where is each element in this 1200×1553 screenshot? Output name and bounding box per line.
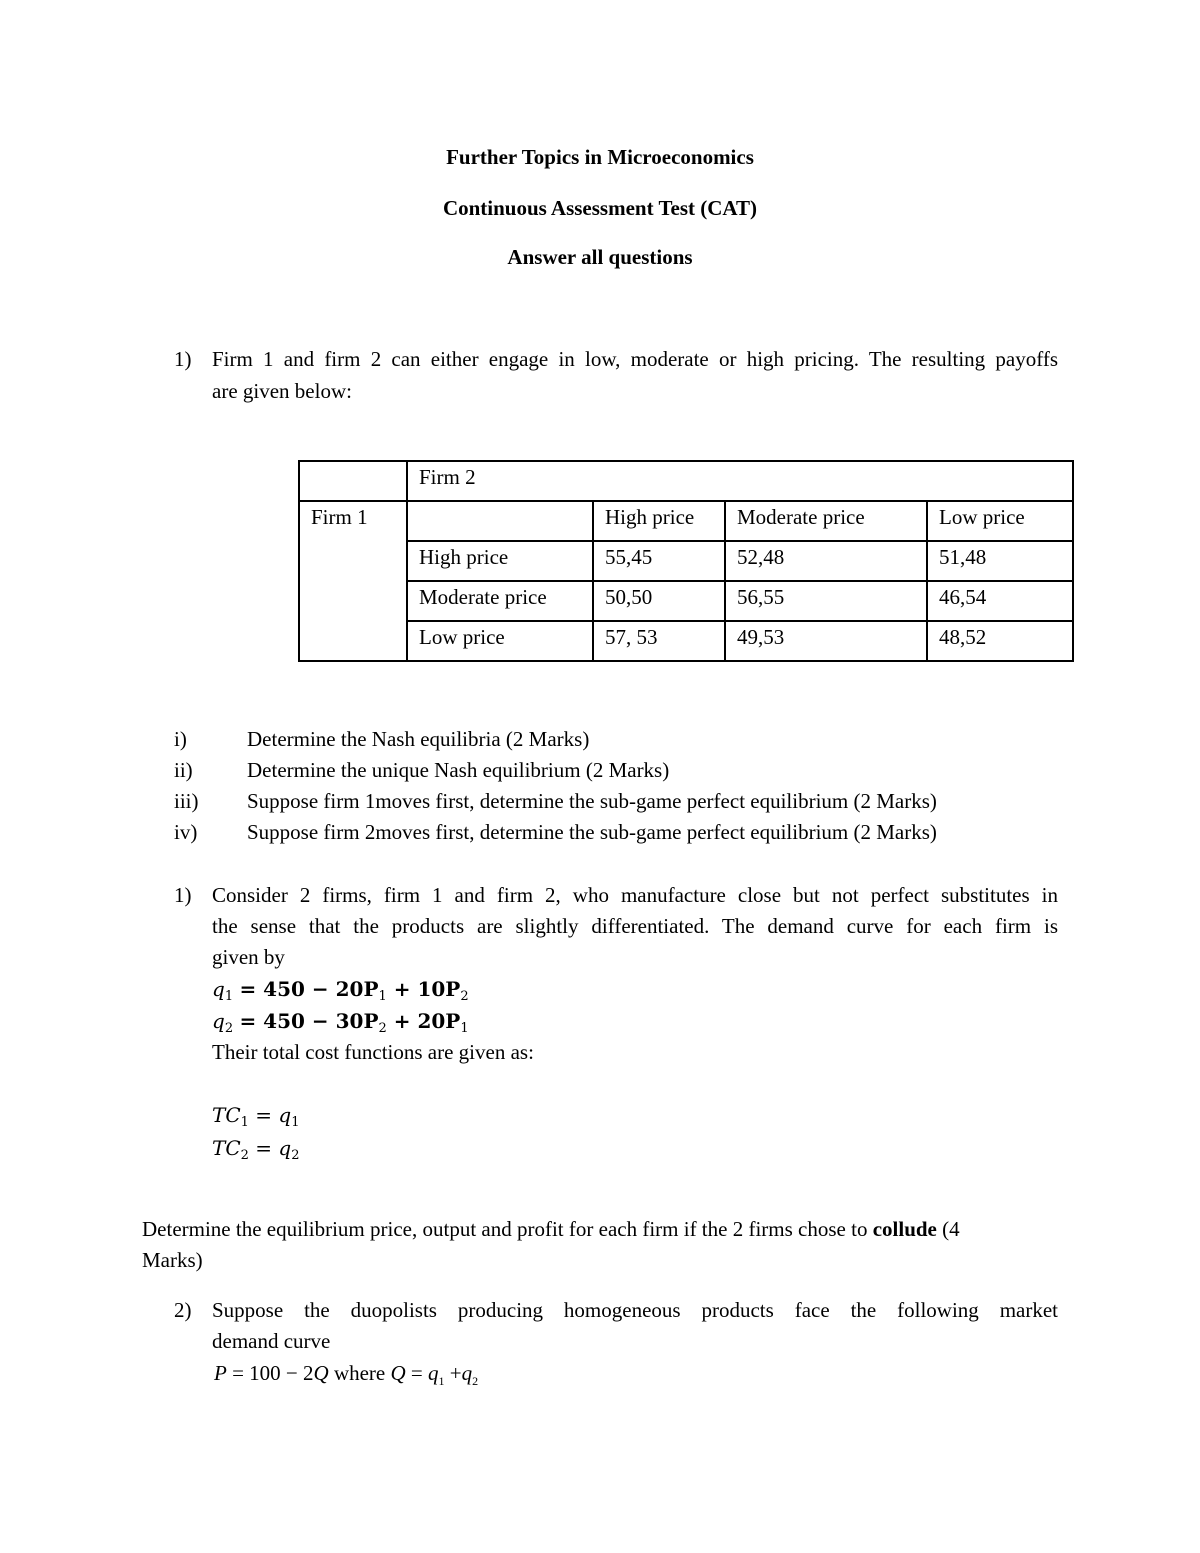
payoff-cell: 52,48 <box>725 541 927 581</box>
col-header-moderate: Moderate price <box>725 501 927 541</box>
payoff-cell: 55,45 <box>593 541 725 581</box>
eq-symbol: TC <box>212 1136 241 1160</box>
eq-subscript: 1 <box>378 989 387 1004</box>
eq-symbol: q <box>278 1103 292 1127</box>
market-demand-equation <box>214 1361 478 1389</box>
eq-subscript: 1 <box>291 1115 300 1130</box>
q2-line3: given by <box>212 945 285 969</box>
payoff-cell: 48,52 <box>927 621 1073 661</box>
eq-symbol: q <box>461 1361 473 1385</box>
eq-symbol: P <box>363 1009 379 1033</box>
payoff-cell: 57, 53 <box>593 621 725 661</box>
q1-text-line1: Firm 1 and firm 2 can either engage in low, moderate or high pricing. The resulting payoffs <box>212 347 1058 371</box>
eq-symbol: TC <box>212 1103 241 1127</box>
eq-term: = 100 − 2 <box>226 1361 314 1385</box>
eq-subscript: 1 <box>438 1374 445 1389</box>
q1-number: 1) <box>174 347 192 371</box>
eq-term: where <box>328 1361 391 1385</box>
subpart-num: iv) <box>174 820 198 844</box>
q3-line1: Suppose the duopolists producing homogeneous products face the following market <box>212 1298 1058 1322</box>
collude-task-part2: (4 <box>936 1217 960 1241</box>
payoff-table <box>298 460 1074 662</box>
instruction: Answer all questions <box>507 245 693 269</box>
total-cost-1 <box>212 1103 300 1130</box>
eq-subscript: 2 <box>460 989 469 1004</box>
eq-operator: = <box>248 1136 279 1160</box>
eq-symbol: q <box>278 1136 292 1160</box>
col-header-low: Low price <box>927 501 1073 541</box>
payoff-cell: 49,53 <box>725 621 927 661</box>
eq-symbol: P <box>214 1361 227 1385</box>
eq-term: = 450 − 30 <box>239 1009 364 1033</box>
eq-subscript: 2 <box>240 1148 249 1163</box>
eq-symbol: Q <box>313 1361 329 1385</box>
subpart-num: ii) <box>174 758 193 782</box>
eq-symbol: P <box>363 977 379 1001</box>
table-row <box>299 621 1073 661</box>
subpart-num: i) <box>174 727 187 751</box>
test-title: Continuous Assessment Test (CAT) <box>442 196 758 220</box>
q2-line2: the sense that the products are slightly differentiated. The demand curve for each firm is <box>212 914 1058 938</box>
collude-keyword: collude <box>872 1217 937 1241</box>
table-empty-header <box>407 501 593 541</box>
eq-subscript: 2 <box>472 1374 479 1389</box>
payoff-cell: 51,48 <box>927 541 1073 581</box>
course-title: Further Topics in Microeconomics <box>446 145 754 169</box>
eq-subscript: 1 <box>240 1115 249 1130</box>
col-header-high: High price <box>593 501 725 541</box>
q3-number: 2) <box>174 1298 192 1322</box>
payoff-cell: 56,55 <box>725 581 927 621</box>
total-cost-2 <box>212 1136 300 1163</box>
demand-equation-1 <box>212 977 469 1004</box>
q2-line1: Consider 2 firms, firm 1 and firm 2, who manufacture close but not perfect substitutes in <box>212 883 1058 907</box>
collude-task-part1: Determine the equilibrium price, output and profit for each firm if the 2 firms chose to <box>142 1217 873 1241</box>
table-row <box>299 541 1073 581</box>
eq-term: + 20 <box>386 1009 446 1033</box>
eq-symbol: q <box>212 977 225 1001</box>
payoff-cell: 46,54 <box>927 581 1073 621</box>
q2-number: 1) <box>174 883 192 907</box>
subpart-text: Determine the unique Nash equilibrium (2 Marks) <box>247 758 670 782</box>
eq-operator: = <box>248 1103 279 1127</box>
eq-subscript: 2 <box>378 1021 387 1036</box>
subpart-num: iii) <box>174 789 199 813</box>
eq-subscript: 1 <box>460 1021 469 1036</box>
eq-operator: = <box>405 1361 429 1385</box>
eq-symbol: Q <box>390 1361 406 1385</box>
eq-subscript: 2 <box>291 1148 300 1163</box>
eq-subscript: 1 <box>224 989 234 1004</box>
collude-task-line2: Marks) <box>142 1248 203 1272</box>
payoff-cell: 50,50 <box>593 581 725 621</box>
eq-subscript: 2 <box>224 1021 234 1036</box>
row-label: High price <box>407 541 593 581</box>
collude-task <box>142 1217 960 1242</box>
eq-symbol: P <box>445 977 461 1001</box>
eq-term: + 10 <box>386 977 446 1001</box>
eq-term: = 450 − 20 <box>239 977 364 1001</box>
subpart-text: Suppose firm 1moves first, determine the sub-game perfect equilibrium (2 Marks) <box>247 789 937 813</box>
subpart-text: Suppose firm 2moves first, determine the sub-game perfect equilibrium (2 Marks) <box>247 820 937 844</box>
q3-line2: demand curve <box>212 1329 331 1353</box>
q1-text-line2: are given below: <box>212 379 352 403</box>
row-label: Low price <box>407 621 593 661</box>
eq-symbol: P <box>445 1009 461 1033</box>
cost-intro: Their total cost functions are given as: <box>212 1040 534 1064</box>
eq-symbol: q <box>428 1361 439 1385</box>
subpart-text: Determine the Nash equilibria (2 Marks) <box>247 727 590 751</box>
table-corner-cell <box>299 461 407 501</box>
eq-operator: + <box>444 1361 462 1385</box>
demand-equation-2 <box>212 1009 469 1036</box>
firm2-label: Firm 2 <box>407 461 1073 501</box>
firm1-label: Firm 1 <box>299 501 407 661</box>
table-row <box>299 581 1073 621</box>
row-label: Moderate price <box>407 581 593 621</box>
eq-symbol: q <box>212 1009 225 1033</box>
